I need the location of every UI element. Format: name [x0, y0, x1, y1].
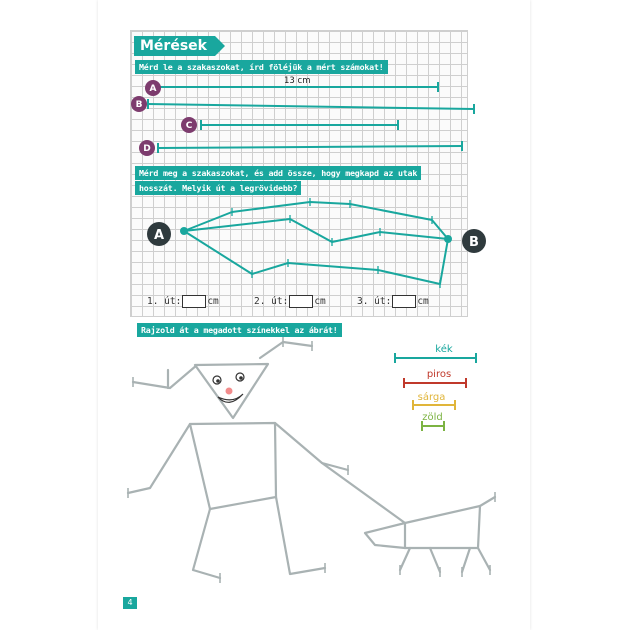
dog-tail [480, 497, 495, 506]
hat [260, 342, 312, 358]
point-b-label: B [469, 235, 479, 250]
legend-green-label: zöld [422, 412, 443, 423]
instruction-routes-line1: Mérd meg a szakaszokat, és add össze, hogy megkapd az utak [135, 166, 421, 180]
route-3-answer: 3. út: cm [357, 296, 429, 307]
legend-red-label: piros [426, 369, 452, 380]
route-2-answer: 2. út: cm [254, 296, 326, 307]
right-leg [276, 497, 325, 574]
label-c: C [185, 121, 193, 131]
dog-leg-4 [478, 548, 490, 570]
legend-blue-label: kék [435, 344, 453, 355]
nose [226, 388, 233, 395]
dog-leg-2 [430, 548, 440, 572]
dog-body [405, 506, 480, 548]
instruction-measure: Mérd le a szakaszokat, írd föléjük a mért számokat! [135, 60, 388, 74]
section-title: Mérések [134, 36, 215, 56]
body [190, 423, 276, 509]
dog-head [365, 523, 405, 548]
measured-length-label: 13 cm [284, 76, 311, 86]
left-leg [193, 509, 220, 578]
instruction-redraw: Rajzold át a megadott színekkel az ábrát! [137, 323, 342, 337]
label-b: B [135, 100, 143, 110]
left-upper-arm [133, 365, 197, 388]
leash [322, 463, 405, 523]
point-a-label: A [153, 228, 165, 243]
legend-yellow-label: sárga [417, 392, 446, 403]
page-number: 4 [123, 597, 137, 609]
instruction-routes-line2: hosszát. Melyik út a legrövidebb? [135, 181, 301, 195]
label-d: D [143, 144, 151, 154]
label-a: A [149, 84, 157, 94]
right-arm [275, 423, 348, 470]
route-1-answer: 1. út: cm [147, 296, 219, 307]
dog-leg-1 [400, 548, 410, 570]
dog-leg-3 [462, 548, 470, 572]
left-lower-arm [128, 424, 190, 493]
